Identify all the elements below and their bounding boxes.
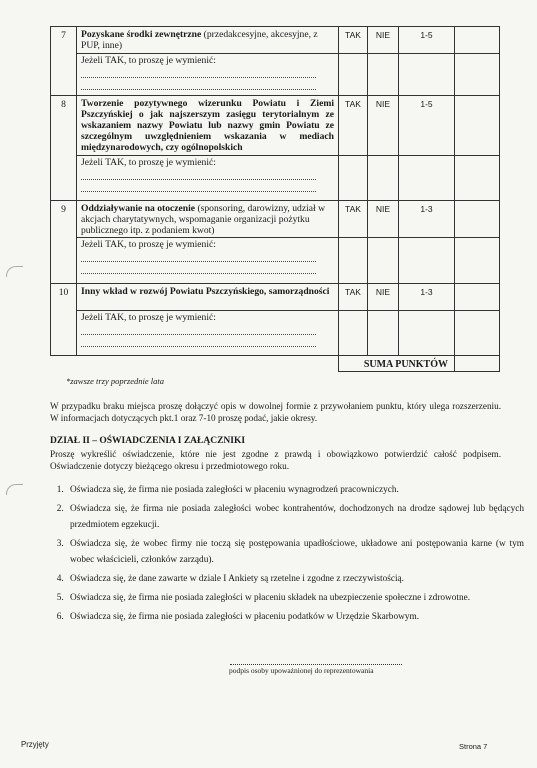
section-intro: Proszę wykreślić oświadczenie, które nie jest zgodne z prawdą i obowiązkowo potwierdzić całość podpisem. Oświadczenie dotyczy bieżącego okresu i przedmiotowego roku.	[50, 449, 501, 471]
criterion-details-row	[51, 238, 500, 284]
empty-cell	[455, 238, 500, 284]
answer-line[interactable]	[81, 168, 316, 180]
sum-score-cell[interactable]	[455, 356, 500, 372]
signature-line[interactable]	[230, 660, 402, 665]
empty-cell	[399, 156, 455, 201]
empty-cell	[368, 311, 399, 356]
statement-item[interactable]: 5. Oświadcza się, że firma nie posiada zaległości w płaceniu składek na ubezpieczenie społeczne i zdrowotne.	[66, 590, 524, 606]
statements-list	[44, 482, 524, 628]
answer-line[interactable]	[81, 78, 316, 90]
answer-line[interactable]	[81, 250, 316, 262]
empty-cell	[339, 156, 368, 201]
criterion-row	[51, 201, 500, 238]
option-no[interactable]: NIE	[368, 96, 399, 156]
criterion-details-row	[51, 54, 500, 96]
empty-cell	[368, 238, 399, 284]
details-label: Jeżeli TAK, to proszę je wymienić:	[81, 55, 216, 66]
option-no[interactable]: NIE	[368, 201, 399, 238]
answer-line[interactable]	[81, 335, 316, 347]
details-label: Jeżeli TAK, to proszę je wymienić:	[81, 312, 216, 323]
details-label: Jeżeli TAK, to proszę je wymienić:	[81, 239, 216, 250]
statement-item[interactable]: 2. Oświadcza się, że firma nie posiada zaległości wobec kontrahentów, dochodzonych na drodze sądowej lub będących przedmiotem egzekucji.	[66, 501, 524, 533]
points-range: 1-5	[399, 96, 455, 156]
punch-hole-mark	[6, 484, 23, 495]
statement-item[interactable]: 3. Oświadcza się, że wobec firmy nie toczą się postępowania upadłościowe, układowe ani postępowania karne (w tym wobec właścicieli, członków zarządu).	[66, 536, 524, 568]
statement-item[interactable]: 6. Oświadcza się, że firma nie posiada zaległości w płaceniu podatków w Urzędzie Skarbowym.	[66, 609, 524, 625]
empty-cell	[339, 311, 368, 356]
criterion-row	[51, 27, 500, 54]
instruction-paragraph: W przypadku braku miejsca proszę dołączyć opis w dowolnej formie z przywołaniem punktu, który ulega rozszerzeniu. W informacjach dotyczących pkt.1 oraz 7-10 proszę podać, jakie okresy.	[50, 401, 501, 423]
criterion-description	[77, 27, 339, 54]
statement-item[interactable]: 4. Oświadcza się, że dane zawarte w dziale I Ankiety są rzetelne i zgodne z rzeczywistością.	[66, 571, 524, 587]
option-yes[interactable]: TAK	[339, 284, 368, 311]
footer-status: Przyjęty	[21, 740, 49, 749]
sum-row	[51, 356, 500, 372]
option-yes[interactable]: TAK	[339, 96, 368, 156]
option-yes[interactable]: TAK	[339, 201, 368, 238]
score-cell[interactable]	[455, 284, 500, 311]
score-cell[interactable]	[455, 201, 500, 238]
details-label: Jeżeli TAK, to proszę je wymienić:	[81, 157, 216, 168]
criterion-number: 7	[51, 27, 77, 96]
page-number: Strona 7	[459, 742, 488, 751]
signature-label: podpis osoby upoważnionej do reprezentowania	[229, 666, 374, 675]
criterion-number: 10	[51, 284, 77, 356]
criterion-title: Oddziaływanie na otoczenie	[81, 203, 196, 214]
empty-cell	[77, 356, 339, 372]
option-yes[interactable]: TAK	[339, 27, 368, 54]
criterion-title: Inny wkład w rozwój Powiatu Pszczyńskiego, samorządności	[81, 286, 330, 297]
details-field[interactable]	[77, 156, 339, 201]
details-field[interactable]	[77, 311, 339, 356]
sum-label: SUMA PUNKTÓW	[339, 356, 455, 372]
criterion-row	[51, 96, 500, 156]
criterion-details-row	[51, 156, 500, 201]
empty-cell	[399, 54, 455, 96]
answer-line[interactable]	[81, 66, 316, 78]
section-heading: DZIAŁ II – OŚWIADCZENIA I ZAŁĄCZNIKI	[50, 436, 246, 446]
details-field[interactable]	[77, 238, 339, 284]
criterion-title: Pozyskane środki zewnętrzne	[81, 29, 202, 40]
empty-cell	[339, 238, 368, 284]
criterion-details-row	[51, 311, 500, 356]
points-range: 1-3	[399, 284, 455, 311]
answer-line[interactable]	[81, 180, 316, 192]
empty-cell	[399, 311, 455, 356]
footnote: *zawsze trzy poprzednie lata	[66, 376, 164, 386]
criterion-description	[77, 284, 339, 311]
details-field[interactable]	[77, 54, 339, 96]
answer-line[interactable]	[81, 323, 316, 335]
empty-cell	[399, 238, 455, 284]
empty-cell	[51, 356, 77, 372]
criterion-detail: (przedakcesyjne, akcesyjne, z PUP, inne)	[81, 29, 318, 51]
score-cell[interactable]	[455, 96, 500, 156]
empty-cell	[455, 156, 500, 201]
empty-cell	[368, 54, 399, 96]
criterion-number: 8	[51, 96, 77, 201]
option-no[interactable]: NIE	[368, 27, 399, 54]
option-no[interactable]: NIE	[368, 284, 399, 311]
score-cell[interactable]	[455, 27, 500, 54]
criterion-detail: (sponsoring, darowizny, udział w akcjach charytatywnych, wspomaganie organizacji pożytku publicznego itp. z podaniem kwot)	[81, 203, 325, 236]
punch-hole-mark	[6, 266, 23, 277]
points-range: 1-3	[399, 201, 455, 238]
empty-cell	[455, 54, 500, 96]
criterion-title: Tworzenie pozytywnego wizerunku Powiatu i Ziemi Pszczyńskiej o jak najszerszym zasięgu terytorialnym ze wskazaniem nazwy Powiatu lub nazwy gmin Powiatu ze szczególnym uwzględnieniem wskazania w mediach międzynarodowych, czy ogólnopolskich	[81, 98, 334, 153]
empty-cell	[455, 311, 500, 356]
points-range: 1-5	[399, 27, 455, 54]
criterion-description	[77, 96, 339, 156]
statement-item[interactable]: 1. Oświadcza się, że firma nie posiada zaległości w płaceniu wynagrodzeń pracowniczych.	[66, 482, 524, 498]
criterion-description	[77, 201, 339, 238]
empty-cell	[368, 156, 399, 201]
criterion-number: 9	[51, 201, 77, 284]
criteria-table	[50, 26, 500, 372]
criterion-row	[51, 284, 500, 311]
empty-cell	[339, 54, 368, 96]
answer-line[interactable]	[81, 262, 316, 274]
